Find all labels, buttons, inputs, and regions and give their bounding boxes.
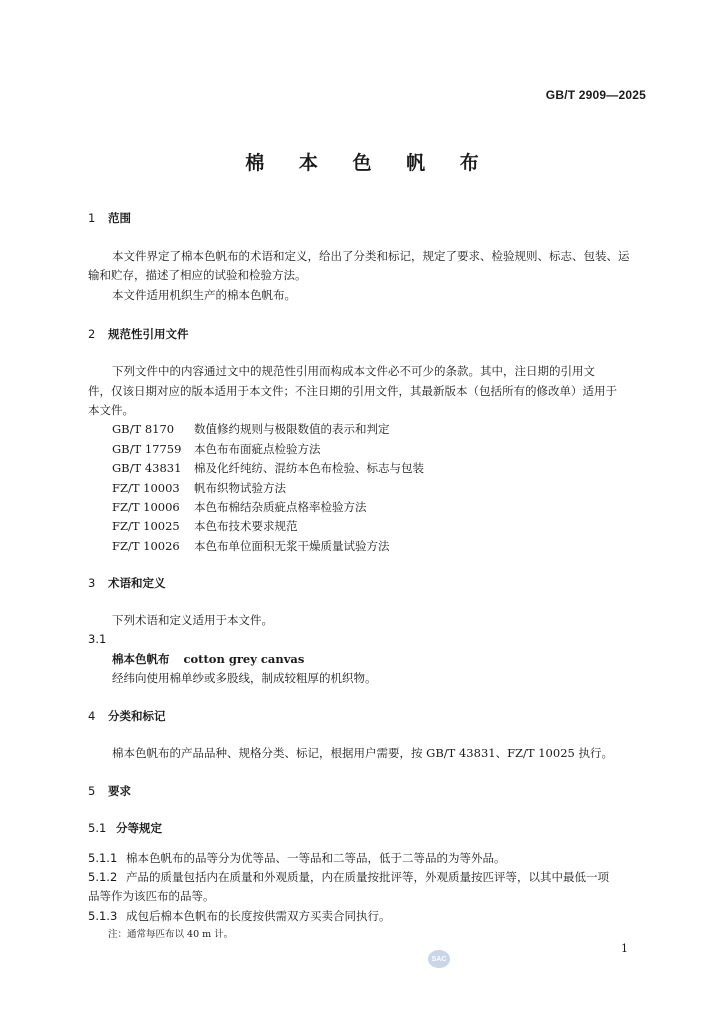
section-5-heading (88, 783, 131, 799)
document-title: 棉 本 色 帆 布 (245, 152, 493, 174)
reference-code: GB/T 17759 (112, 442, 182, 456)
section-title: 分类和标记 (108, 709, 166, 723)
clause-5-1-3 (88, 908, 391, 924)
reference-code: FZ/T 10025 (112, 519, 180, 533)
term-entry (112, 651, 304, 667)
clause-text: 棉本色帆布的品等分为优等品、一等品和二等品，低于二等品的为等外品。 (126, 851, 506, 865)
section-2-heading (88, 326, 189, 342)
clause-text: 产品的质量包括内在质量和外观质量，内在质量按批评等，外观质量按匹评等，以其中最低一项 (126, 870, 609, 884)
reference-name: 本色布技术要求规范 (194, 519, 298, 533)
paragraph-line: 件，仅该日期对应的版本适用于本文件；不注日期的引用文件，其最新版本（包括所有的修改单）适用于 (88, 384, 617, 398)
section-3-heading (88, 575, 166, 591)
term-english: cotton grey canvas (183, 652, 305, 666)
clause-5-1-1 (88, 850, 506, 866)
clause-text-continued: 品等作为该匹布的品等。 (88, 889, 215, 903)
reference-code: GB/T 8170 (112, 422, 175, 436)
section-number: 5 (88, 784, 96, 798)
reference-item (112, 441, 321, 457)
clause-5-1-2 (88, 869, 609, 885)
section-1-heading (88, 210, 131, 226)
section-title: 术语和定义 (108, 576, 166, 590)
clause-number: 5.1.3 (88, 909, 118, 923)
page-number: 1 (621, 942, 628, 955)
subsection-heading (88, 820, 162, 836)
note: 注：通常每匹布以 40 m 计。 (108, 929, 234, 940)
clause-number: 5.1.1 (88, 851, 118, 865)
paragraph-line: 棉本色帆布的产品品种、规格分类、标记，根据用户需要，按 GB/T 43831、FZ/T 10025 执行。 (112, 746, 613, 760)
clause-number: 5.1.2 (88, 870, 118, 884)
reference-item (112, 480, 286, 496)
section-title: 规范性引用文件 (108, 327, 189, 341)
reference-name: 本色布棉结杂质疵点格率检验方法 (194, 500, 367, 514)
paragraph-line: 本文件界定了棉本色帆布的术语和定义，给出了分类和标记，规定了要求、检验规则、标志、包装、运 (112, 249, 630, 263)
sac-watermark-logo: SAC (428, 950, 450, 968)
section-number: 4 (88, 709, 96, 723)
reference-name: 本色布单位面积无浆干燥质量试验方法 (194, 539, 390, 553)
section-number: 1 (88, 211, 96, 225)
reference-item (112, 460, 424, 476)
paragraph-line: 下列术语和定义适用于本文件。 (112, 613, 273, 627)
term-definition: 经纬向使用棉单纱或多股线，制成较粗厚的机织物。 (112, 671, 377, 685)
paragraph-line: 本文件。 (88, 403, 134, 417)
reference-code: FZ/T 10006 (112, 500, 180, 514)
standard-number: GB/T 2909—2025 (545, 88, 646, 102)
reference-name: 数值修约规则与极限数值的表示和判定 (194, 422, 390, 436)
section-title: 范围 (108, 211, 131, 225)
paragraph-line: 输和贮存，描述了相应的试验和检验方法。 (88, 268, 307, 282)
reference-code: FZ/T 10026 (112, 539, 180, 553)
reference-item (112, 538, 390, 554)
section-number: 3 (88, 576, 96, 590)
subsection-number: 5.1 (88, 821, 107, 835)
section-title: 要求 (108, 784, 131, 798)
reference-code: FZ/T 10003 (112, 481, 180, 495)
reference-name: 棉及化纤纯纺、混纺本色布检验、标志与包装 (194, 461, 424, 475)
reference-item (112, 499, 367, 515)
reference-item (112, 518, 298, 534)
reference-item (112, 421, 390, 437)
subsection-title: 分等规定 (116, 821, 162, 835)
paragraph-line: 下列文件中的内容通过文中的规范性引用而构成本文件必不可少的条款。其中，注日期的引用文 (112, 364, 595, 378)
section-4-heading (88, 708, 166, 724)
reference-code: GB/T 43831 (112, 461, 182, 475)
clause-number: 3.1 (88, 632, 107, 646)
reference-name: 帆布织物试验方法 (194, 481, 286, 495)
term-chinese: 棉本色帆布 (112, 652, 170, 666)
clause-text: 成包后棉本色帆布的长度按供需双方买卖合同执行。 (126, 909, 391, 923)
reference-name: 本色布布面疵点检验方法 (194, 442, 321, 456)
paragraph-line: 本文件适用机织生产的棉本色帆布。 (112, 288, 296, 302)
section-number: 2 (88, 327, 96, 341)
